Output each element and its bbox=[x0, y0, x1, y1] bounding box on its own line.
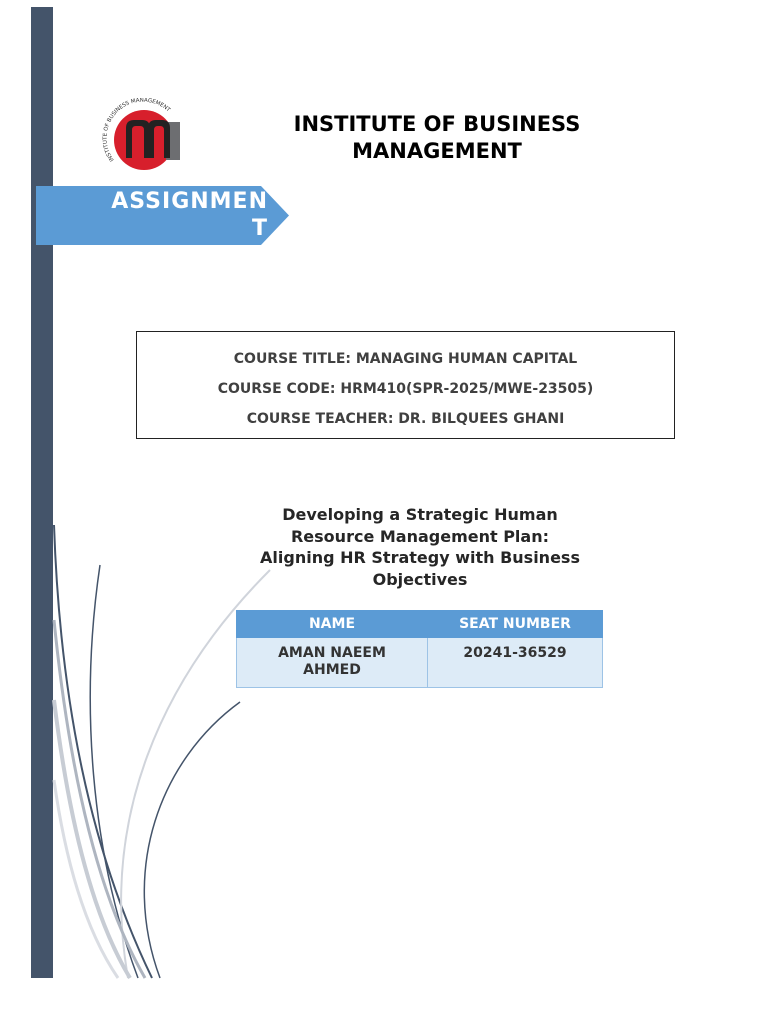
topic-line3: Aligning HR Strategy with Business bbox=[260, 548, 580, 567]
student-name-line1: AMAN NAEEM bbox=[278, 645, 386, 661]
assignment-banner-label bbox=[36, 188, 272, 242]
institute-name-line1: INSTITUTE OF BUSINESS bbox=[293, 112, 581, 136]
topic-line4: Objectives bbox=[372, 569, 468, 589]
assignment-banner bbox=[36, 186, 289, 245]
course-title: COURSE TITLE: MANAGING HUMAN CAPITAL bbox=[233, 351, 578, 367]
table-row bbox=[237, 638, 603, 688]
assignment-topic bbox=[232, 504, 608, 590]
course-info-box bbox=[136, 331, 675, 439]
banner-line2: T bbox=[251, 216, 268, 241]
topic-line2: Resource Management Plan: bbox=[290, 526, 549, 546]
institute-logo bbox=[102, 98, 184, 174]
header-name: NAME bbox=[237, 611, 428, 638]
student-name-line2: AHMED bbox=[303, 662, 361, 678]
header-seat-number: SEAT NUMBER bbox=[428, 611, 603, 638]
topic-line1: Developing a Strategic Human bbox=[282, 505, 558, 524]
table-header-row bbox=[237, 611, 603, 638]
banner-line1: ASSIGNMEN bbox=[111, 189, 268, 214]
student-name-cell bbox=[237, 638, 428, 688]
course-code: COURSE CODE: HRM410(SPR-2025/MWE-23505) bbox=[217, 381, 594, 397]
student-table bbox=[236, 610, 603, 688]
course-teacher: COURSE TEACHER: DR. BILQUEES GHANI bbox=[246, 411, 565, 427]
student-seat-cell: 20241-36529 bbox=[428, 638, 603, 688]
left-sidebar-stripe bbox=[31, 7, 53, 978]
institute-name-line2: MANAGEMENT bbox=[352, 139, 522, 163]
logo-ring-text: INSTITUTE OF BUSINESS MANAGEMENT bbox=[102, 98, 172, 163]
institute-name bbox=[262, 111, 612, 165]
